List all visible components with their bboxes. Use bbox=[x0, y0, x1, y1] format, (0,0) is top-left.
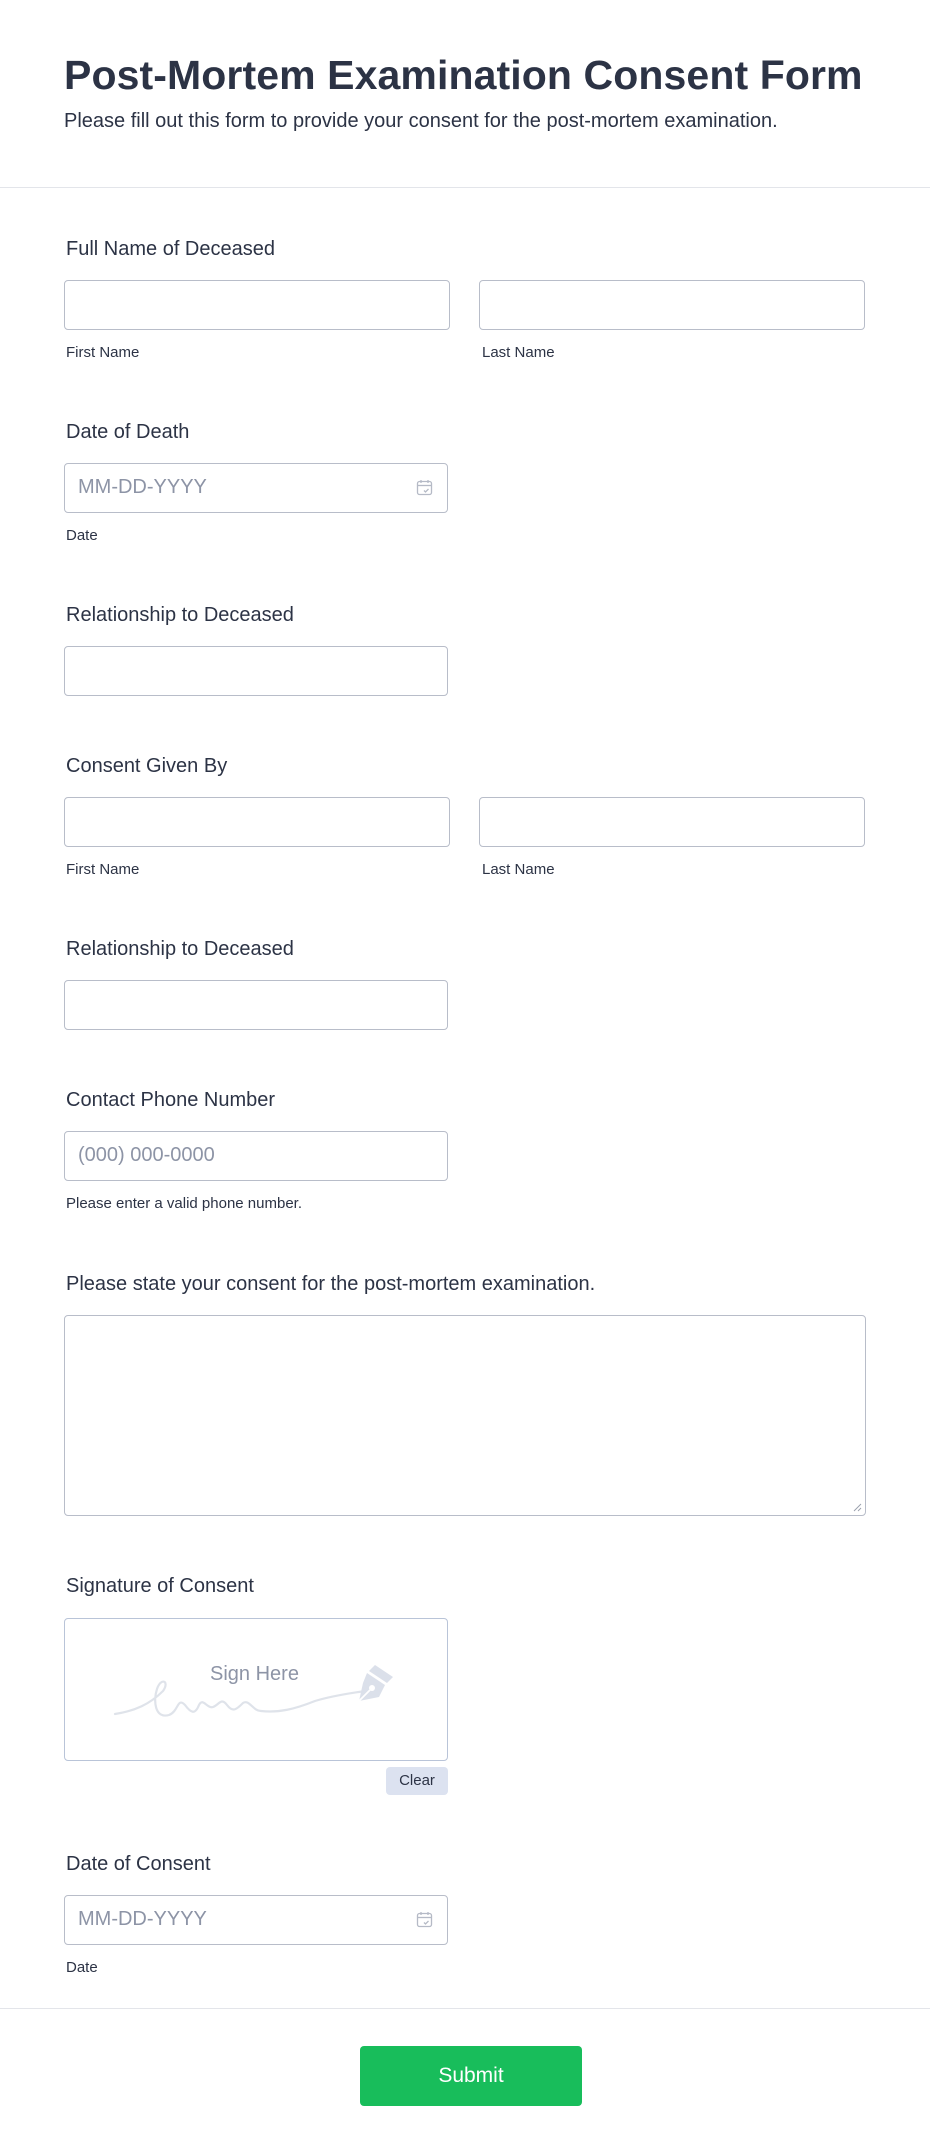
relationship-input-1[interactable] bbox=[64, 646, 448, 696]
relationship-input-2[interactable] bbox=[64, 980, 448, 1030]
deceased-first-name-input[interactable] bbox=[64, 280, 450, 330]
contact-phone-input[interactable] bbox=[64, 1131, 448, 1181]
form-header bbox=[0, 0, 930, 188]
consent-last-name-input[interactable] bbox=[479, 797, 865, 847]
deceased-name-label: Full Name of Deceased bbox=[66, 238, 275, 260]
consent-given-by-label: Consent Given By bbox=[66, 755, 228, 777]
contact-phone-sublabel: Please enter a valid phone number. bbox=[66, 1195, 302, 1212]
signature-pad[interactable] bbox=[64, 1618, 448, 1761]
pen-nib-icon bbox=[353, 1661, 397, 1705]
date-of-consent-input[interactable] bbox=[64, 1895, 448, 1945]
calendar-icon[interactable] bbox=[416, 1911, 433, 1928]
date-of-death-label: Date of Death bbox=[66, 421, 190, 443]
consent-statement-label: Please state your consent for the post-mortem examination. bbox=[66, 1273, 596, 1295]
consent-last-name-sublabel: Last Name bbox=[482, 861, 555, 878]
contact-phone-label: Contact Phone Number bbox=[66, 1089, 276, 1111]
signature-placeholder: Sign Here bbox=[210, 1663, 299, 1685]
relationship-label-1: Relationship to Deceased bbox=[66, 604, 294, 626]
consent-first-name-sublabel: First Name bbox=[66, 861, 140, 878]
calendar-icon[interactable] bbox=[416, 479, 433, 496]
form-footer bbox=[0, 2008, 930, 2154]
date-of-consent-sublabel: Date bbox=[66, 1959, 98, 1976]
consent-first-name-input[interactable] bbox=[64, 797, 450, 847]
date-of-death-input[interactable] bbox=[64, 463, 448, 513]
contact-phone-placeholder: (000) 000-0000 bbox=[78, 1144, 215, 1166]
form-title: Post-Mortem Examination Consent Form bbox=[64, 52, 863, 98]
signature-label: Signature of Consent bbox=[66, 1575, 254, 1597]
relationship-label-2: Relationship to Deceased bbox=[66, 938, 294, 960]
resize-grip-icon[interactable] bbox=[853, 1503, 862, 1512]
date-of-death-placeholder: MM-DD-YYYY bbox=[78, 476, 207, 498]
deceased-first-name-sublabel: First Name bbox=[66, 344, 140, 361]
consent-statement-textarea[interactable] bbox=[64, 1315, 866, 1516]
deceased-last-name-sublabel: Last Name bbox=[482, 344, 555, 361]
date-of-death-sublabel: Date bbox=[66, 527, 98, 544]
signature-clear-button[interactable]: Clear bbox=[386, 1767, 448, 1795]
submit-button[interactable]: Submit bbox=[360, 2046, 582, 2106]
date-of-consent-label: Date of Consent bbox=[66, 1853, 211, 1875]
form-subtitle: Please fill out this form to provide your consent for the post-mortem examination. bbox=[64, 110, 778, 132]
date-of-consent-placeholder: MM-DD-YYYY bbox=[78, 1908, 207, 1930]
deceased-last-name-input[interactable] bbox=[479, 280, 865, 330]
